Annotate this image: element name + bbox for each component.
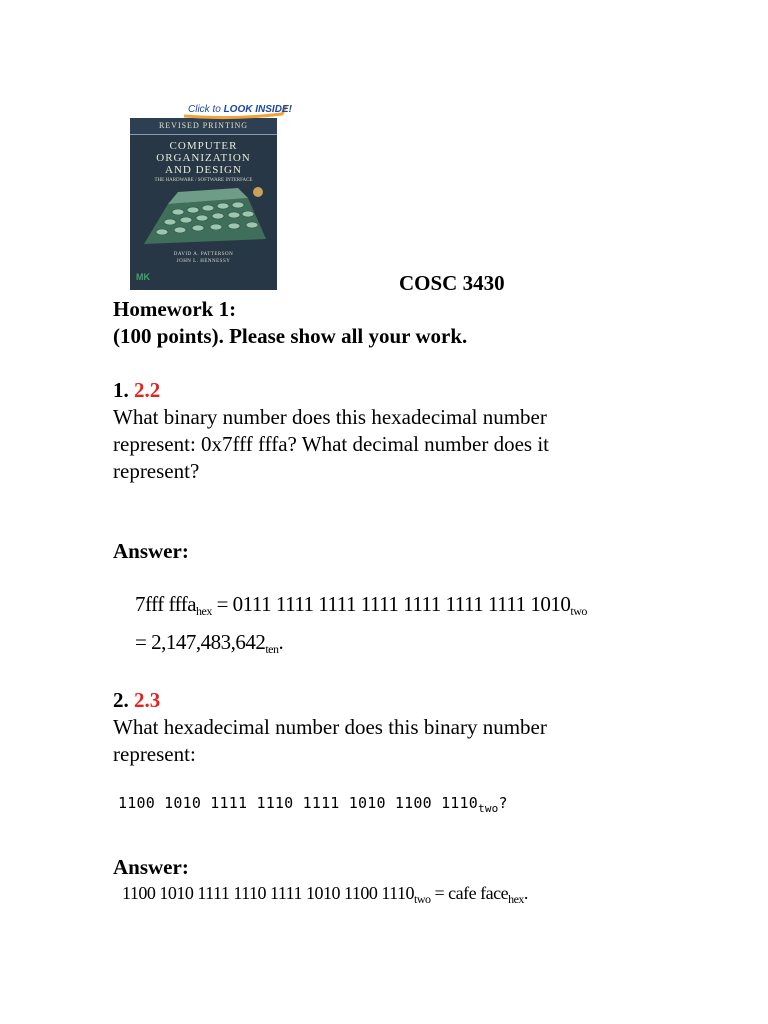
question-2-heading (113, 686, 160, 714)
look-inside-banner[interactable] (182, 102, 290, 120)
banner-prefix: Click to (188, 104, 221, 115)
instructions: (100 points). Please show all your work. (113, 324, 468, 348)
answer-1-equation-line-2 (135, 630, 283, 657)
question-number: 1. (113, 378, 129, 402)
question-number: 2. (113, 688, 129, 712)
publisher-logo: MK (136, 272, 150, 282)
binary-value: = 0111 1111 1111 1111 1111 1111 1111 1010 (211, 592, 571, 616)
period: . (278, 630, 284, 654)
binary-value: 1100 1010 1111 1110 1111 1010 1100 1110 (118, 794, 478, 812)
question-reference: 2.2 (134, 378, 161, 402)
cover-title-line: AND DESIGN (165, 164, 242, 176)
hex-value: 7fff fffa (135, 592, 197, 616)
question-reference: 2.3 (134, 688, 161, 712)
question-2-binary-number (118, 794, 508, 815)
course-code: COSC 3430 (399, 271, 505, 295)
binary-value: 1100 1010 1111 1110 1111 1010 1100 1110 (122, 883, 414, 903)
question-2-text-line: represent: (113, 742, 196, 766)
answer-1-equation-line-1 (135, 592, 587, 619)
decimal-value: = 2,147,483,642 (135, 630, 266, 654)
cover-author: JOHN L. HENNESSY (176, 259, 231, 264)
answer-label: Answer: (113, 539, 189, 563)
answer-2-equation (122, 883, 528, 907)
cover-top-band: REVISED PRINTING (158, 121, 249, 130)
cover-title-line: COMPUTER (169, 140, 238, 152)
cover-author: DAVID A. PATTERSON (173, 252, 234, 257)
base-subscript: two (478, 802, 499, 815)
banner-main: LOOK INSIDE! (223, 104, 292, 115)
question-mark: ? (498, 794, 508, 812)
question-1-heading (113, 376, 160, 404)
cover-artwork (138, 184, 270, 246)
book-cover-image[interactable] (130, 118, 277, 290)
base-subscript: ten (265, 642, 279, 656)
period: . (523, 883, 528, 903)
answer-label: Answer: (113, 855, 189, 879)
question-1-text-line: represent? (113, 459, 200, 483)
cover-title-line: ORGANIZATION (156, 152, 251, 164)
question-1-text-line: What binary number does this hexadecimal number (113, 405, 547, 429)
cover-subtitle: THE HARDWARE / SOFTWARE INTERFACE (154, 178, 253, 183)
base-subscript: two (570, 604, 587, 618)
base-subscript: two (413, 892, 431, 906)
homework-title: Homework 1: (113, 297, 237, 321)
question-1-text-line: represent: 0x7fff fffa? What decimal number does it (113, 432, 549, 456)
question-2-text-line: What hexadecimal number does this binary number (113, 715, 547, 739)
hex-value: = cafe face (430, 883, 509, 903)
base-subscript: hex (196, 604, 212, 618)
base-subscript: hex (508, 892, 524, 906)
